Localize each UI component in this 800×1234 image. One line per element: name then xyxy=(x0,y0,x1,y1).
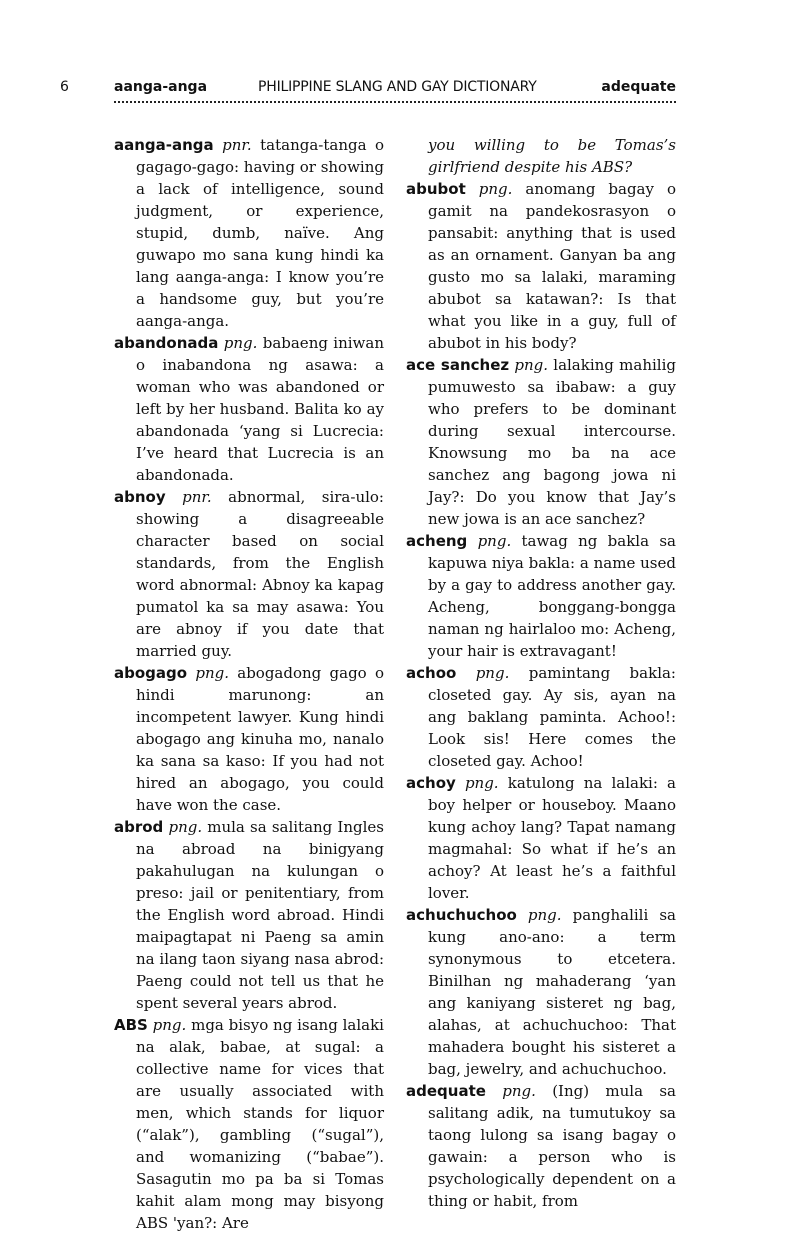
headword: ABS xyxy=(114,1016,148,1034)
headword: acheng xyxy=(406,532,468,550)
page-number: 6 xyxy=(60,79,69,95)
entry-body: panghalili sa kung ano-ano: a term synonymous to etcetera. Binilhan ng mahaderang ‘yan ang kaniyang sisteret ng bag, alahas, at achuchuchoo: That mahadera bought his sisteret a bag, jewelry, and achuchuchoo. xyxy=(428,906,676,1078)
headword: abrod xyxy=(114,818,164,836)
headword: achoo xyxy=(406,664,457,682)
entry-body: tawag ng bakla sa kapuwa niya bakla: a name used by a gay to address another gay. Acheng, bonggang-bongga naman ng hairlaloo mo: Acheng, your hair is extravagant! xyxy=(428,532,676,660)
entry-body: katulong na lalaki: a boy helper or houseboy. Maano kung achoy lang? Tapat namang magmahal: So what if he’s an achoy? At least he’s a faithful lover. xyxy=(428,774,676,902)
part-of-speech: png. xyxy=(464,774,499,792)
headword: ace sanchez xyxy=(406,356,510,374)
part-of-speech: png. xyxy=(477,532,512,550)
headword: achoy xyxy=(406,774,456,792)
entry-continuation: you willing to be Tomas’s girlfriend despite his ABS? xyxy=(428,136,676,176)
dictionary-entry xyxy=(114,662,384,816)
part-of-speech: pnr. xyxy=(222,136,252,154)
part-of-speech: pnr. xyxy=(182,488,212,506)
dictionary-entry xyxy=(114,816,384,1014)
part-of-speech: png. xyxy=(478,180,513,198)
entry-body: lalaking mahilig pumuwesto sa ibabaw: a guy who prefers to be dominant during sexual intercourse. Knowsung mo ba na ace sanchez ang bagong jowa ni Jay?: Do you know that Jay’s new jowa is an ace sanchez? xyxy=(428,356,676,528)
entry-body: abnormal, sira-ulo: showing a disagreeable character based on social standards, from the English word abnormal: Abnoy ka kapag pumatol ka sa may asawa: You are abnoy if you date that married guy. xyxy=(136,488,384,660)
dictionary-entry xyxy=(406,178,676,354)
headword: abubot xyxy=(406,180,466,198)
entry-body: pamintang bakla: closeted gay. Ay sis, ayan na ang baklang paminta. Achoo!: Look sis! Here comes the closeted gay. Achoo! xyxy=(428,664,676,770)
headword: adequate xyxy=(406,1082,486,1100)
dictionary-entry xyxy=(406,662,676,772)
dictionary-entry xyxy=(114,1014,384,1234)
part-of-speech: png. xyxy=(223,334,258,352)
part-of-speech: png. xyxy=(502,1082,536,1100)
dictionary-entry xyxy=(114,332,384,486)
dictionary-entry xyxy=(406,904,676,1080)
entry-body: mga bisyo ng isang lalaki na alak, babae, at sugal: a collective name for vices that are usually associated with men, which stands for liquor (“alak”), gambling (“sugal”), and womanizing (“babae”). Sasagutin mo pa ba si Tomas kahit alam mong may bisyong ABS 'yan?: Are xyxy=(136,1016,384,1232)
entry-body: (Ing) mula sa salitang adik, na tumutukoy sa taong lulong sa isang bagay o gawain: a person who is psychologically dependent on a thing or habit, from xyxy=(428,1082,676,1210)
headword: abnoy xyxy=(114,488,166,506)
headword: aanga-anga xyxy=(114,136,214,154)
part-of-speech: png. xyxy=(195,664,229,682)
dictionary-entry xyxy=(406,1080,676,1212)
part-of-speech: png. xyxy=(527,906,562,924)
guide-word-left: aanga-anga xyxy=(114,79,208,95)
left-column xyxy=(114,134,384,1234)
part-of-speech: png. xyxy=(514,356,549,374)
right-column xyxy=(406,134,676,1212)
entry-body: abogadong gago o hindi marunong: an incompetent lawyer. Kung hindi abogago ang kinuha mo, nanalo ka sana sa kaso: If you had not hired an abogago, you could have won the case. xyxy=(136,664,384,814)
book-title: PHILIPPINE SLANG AND GAY DICTIONARY xyxy=(258,79,537,95)
guide-word-right: adequate xyxy=(601,79,676,95)
dictionary-entry xyxy=(406,530,676,662)
part-of-speech: png. xyxy=(475,664,510,682)
entry-body: babaeng iniwan o inabandona ng asawa: a woman who was abandoned or left by her husband. Balita ko ay abandonada ‘yang si Lucrecia: I’ve heard that Lucrecia is an abandonada. xyxy=(136,334,384,484)
headword: achuchuchoo xyxy=(406,906,517,924)
part-of-speech: png. xyxy=(168,818,203,836)
dictionary-entry xyxy=(114,134,384,332)
entry-body: tatanga-tanga o gagago-gago: having or showing a lack of intelligence, sound judgment, or experience, stupid, dumb, naïve. Ang guwapo mo sana kung hindi ka lang aanga-anga: I know you’re a handsome guy, but you’re aanga-anga. xyxy=(136,136,384,330)
part-of-speech: png. xyxy=(152,1016,187,1034)
header-dotted-rule xyxy=(114,101,676,103)
running-header xyxy=(60,76,676,98)
entry-body: anomang bagay o gamit na pandekosrasyon o pansabit: anything that is used as an ornament. Ganyan ba ang gusto mo sa lalaki, maraming abubot sa katawan?: Is that what you like in a guy, full of abubot in his body? xyxy=(428,180,676,352)
entry-body: mula sa salitang Ingles na abroad na binigyang pakahulugan na kulungan o preso: jail or penitentiary, from the English word abroad. Hindi maipagtapat ni Paeng sa amin na ilang taon siyang nasa abrod: Paeng could not tell us that he spent several years abrod. xyxy=(136,818,384,1012)
dictionary-entry xyxy=(406,354,676,530)
headword: abandonada xyxy=(114,334,219,352)
headword: abogago xyxy=(114,664,188,682)
dictionary-entry xyxy=(406,772,676,904)
dictionary-entry xyxy=(114,486,384,662)
